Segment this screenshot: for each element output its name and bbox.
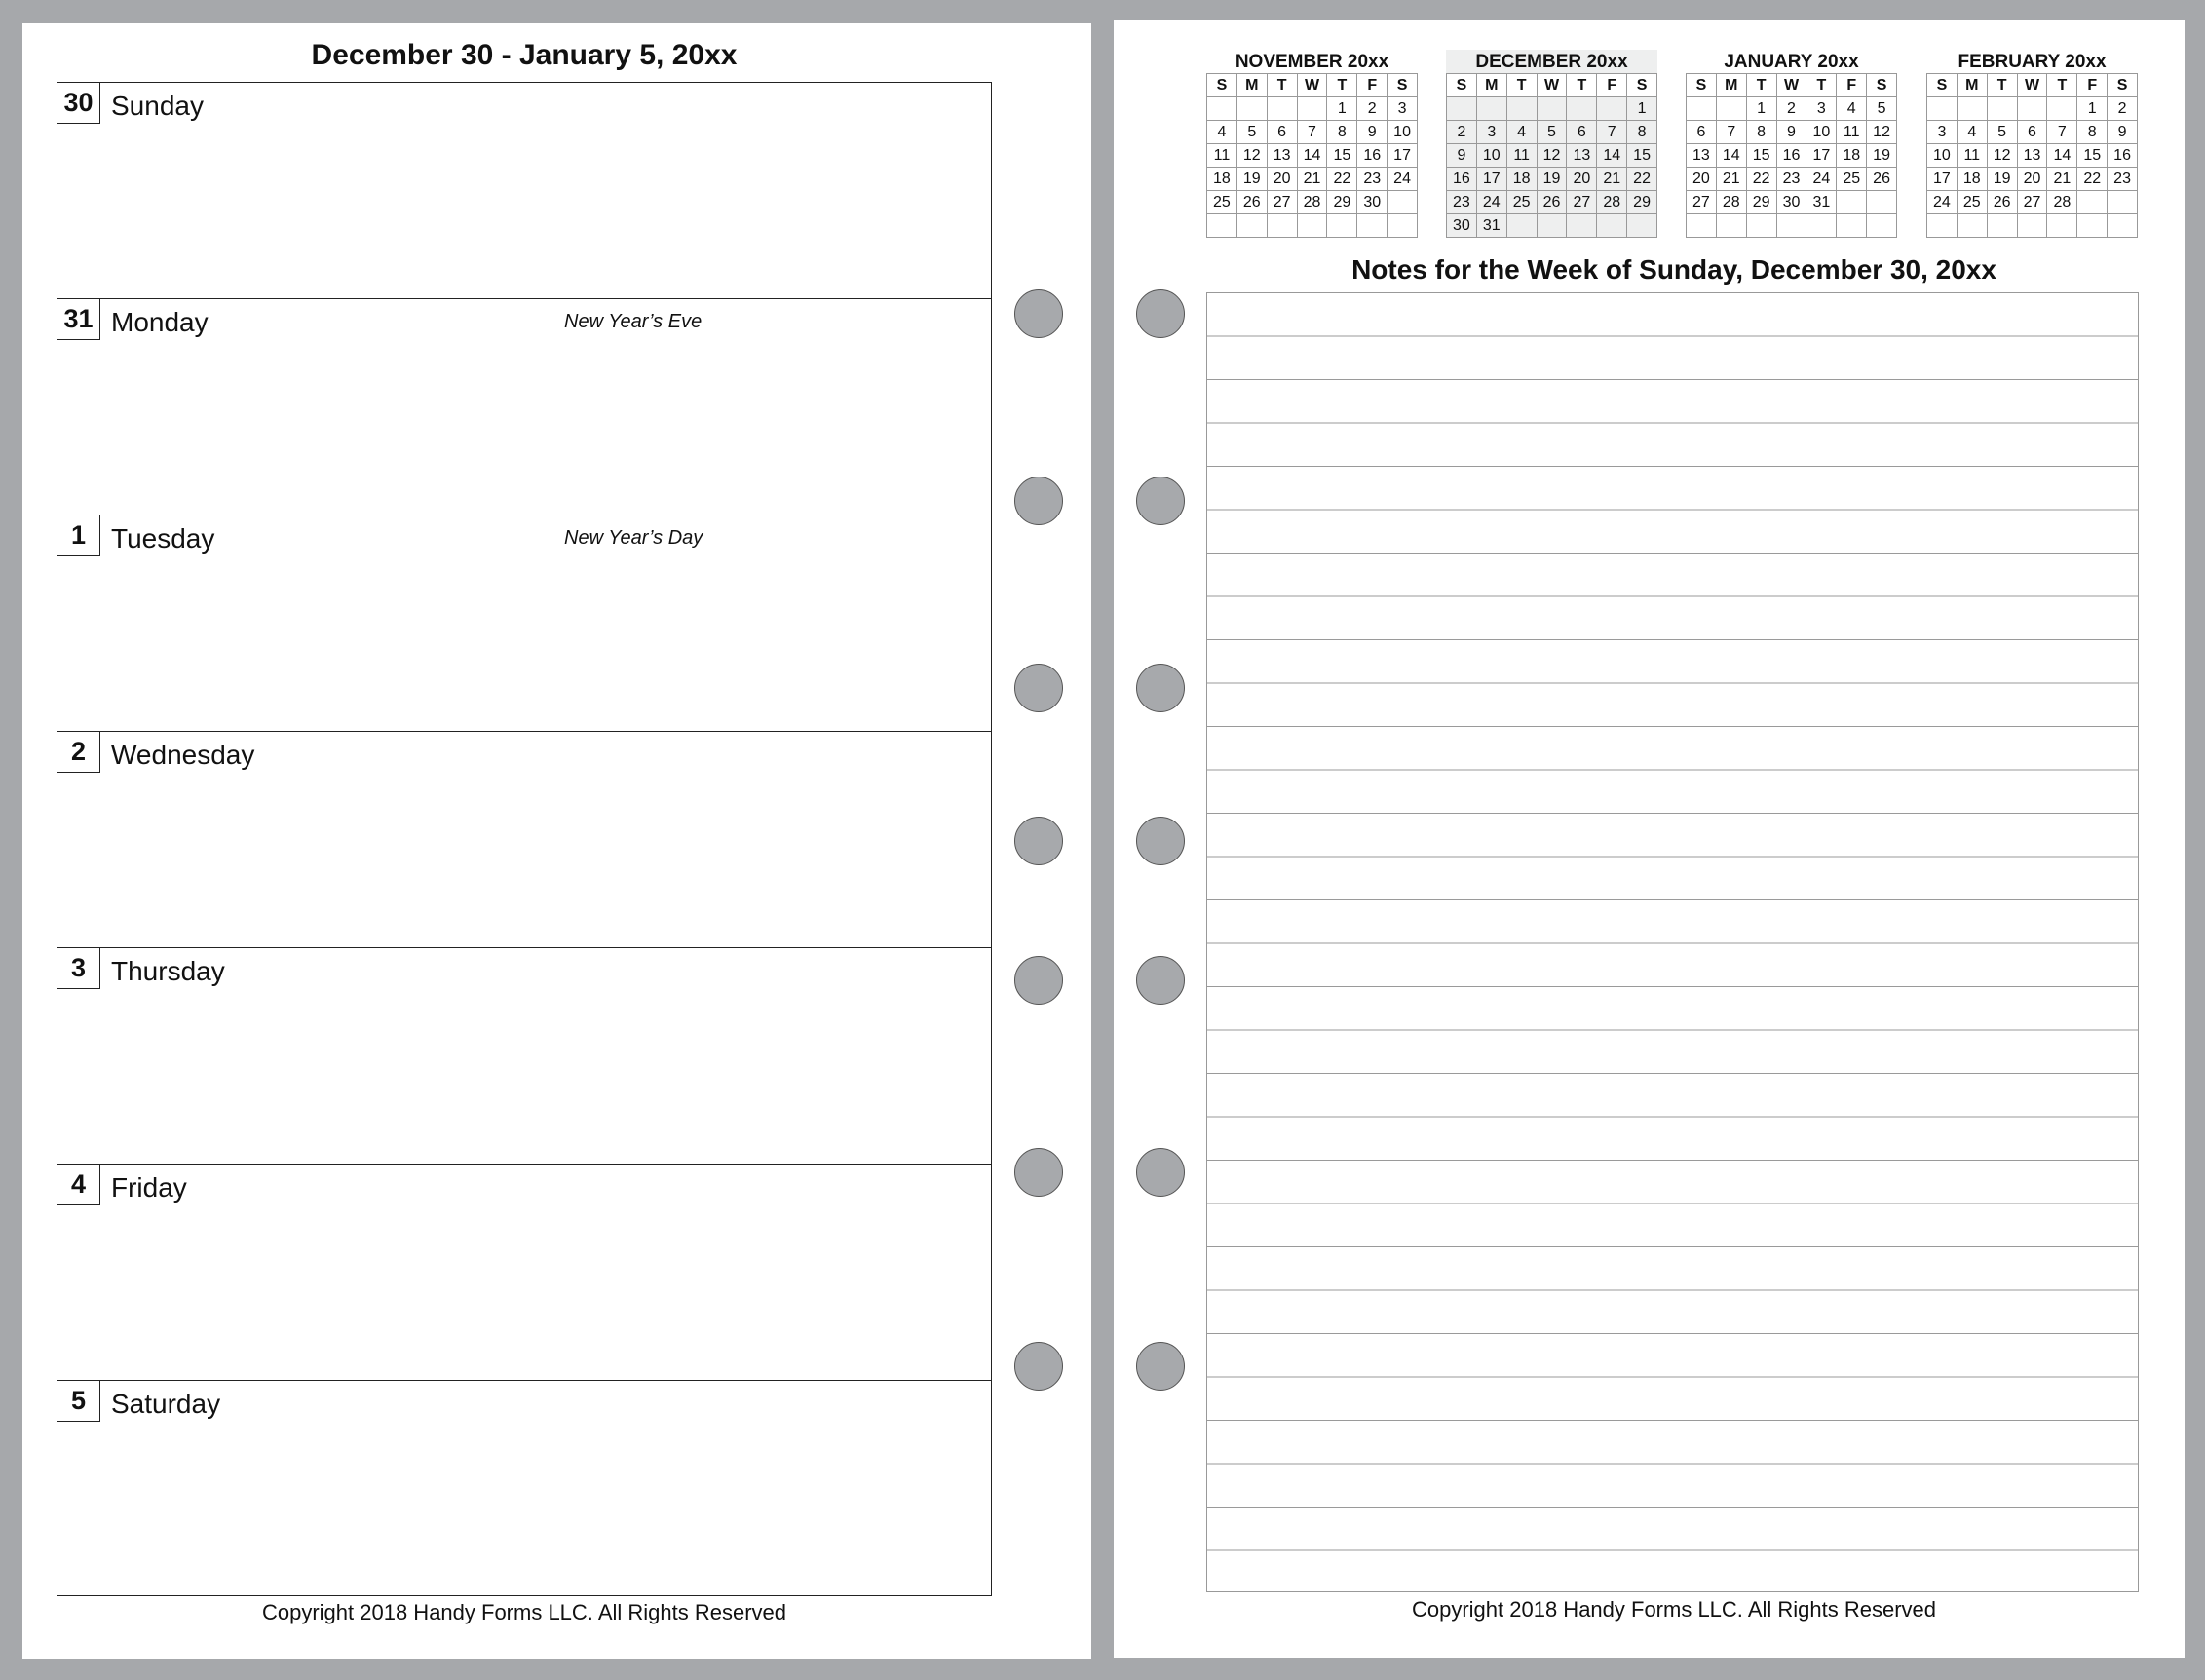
weekday-header: T	[2047, 74, 2077, 97]
calendar-day-cell: 30	[1777, 191, 1807, 214]
weekday-header: T	[1567, 74, 1597, 97]
calendar-day-cell	[1567, 214, 1597, 238]
calendar-day-cell: 20	[1687, 168, 1717, 191]
binder-hole	[1136, 817, 1185, 865]
binder-hole	[1014, 1342, 1063, 1391]
calendar-day-cell: 26	[1988, 191, 2018, 214]
calendar-day-cell: 4	[1207, 121, 1237, 144]
calendar-day-cell: 29	[1747, 191, 1777, 214]
calendar-day-cell: 28	[1717, 191, 1747, 214]
day-number: 4	[57, 1165, 100, 1205]
calendar-day-cell	[1687, 214, 1717, 238]
mini-calendar-grid	[1446, 73, 1657, 238]
calendar-day-cell: 9	[1777, 121, 1807, 144]
calendar-day-cell: 15	[2077, 144, 2108, 168]
calendar-day-cell: 21	[1717, 168, 1747, 191]
calendar-day-cell: 11	[1507, 144, 1538, 168]
calendar-day-cell	[1298, 97, 1328, 121]
calendar-day-cell: 12	[1988, 144, 2018, 168]
calendar-day-cell: 25	[1507, 191, 1538, 214]
calendar-day-cell: 14	[1298, 144, 1328, 168]
calendar-day-cell: 5	[1867, 97, 1897, 121]
day-number: 1	[57, 515, 100, 556]
calendar-day-cell: 30	[1357, 191, 1388, 214]
calendar-day-cell	[1507, 97, 1538, 121]
calendar-day-cell	[1268, 97, 1298, 121]
calendar-day-cell: 18	[1207, 168, 1237, 191]
calendar-day-cell: 22	[2077, 168, 2108, 191]
binder-hole	[1136, 289, 1185, 338]
weekday-header: F	[1837, 74, 1867, 97]
day-box[interactable]	[57, 731, 991, 947]
calendar-day-cell: 12	[1538, 144, 1568, 168]
calendar-day-cell: 6	[1567, 121, 1597, 144]
calendar-day-cell: 8	[2077, 121, 2108, 144]
calendar-day-cell	[1988, 97, 2018, 121]
calendar-day-cell: 9	[2108, 121, 2138, 144]
mini-calendar-title: FEBRUARY 20xx	[1958, 52, 2107, 72]
calendar-day-cell	[2077, 214, 2108, 238]
binder-hole	[1136, 1342, 1185, 1391]
day-name: Saturday	[111, 1389, 221, 1419]
calendar-day-cell	[2047, 214, 2077, 238]
calendar-day-cell: 2	[1447, 121, 1477, 144]
mini-calendar-february	[1926, 50, 2138, 238]
calendar-day-cell: 13	[1268, 144, 1298, 168]
calendar-day-cell: 23	[1777, 168, 1807, 191]
calendar-day-cell: 16	[2108, 144, 2138, 168]
right-page	[1114, 20, 2185, 1658]
calendar-day-cell: 20	[1268, 168, 1298, 191]
calendar-day-cell: 8	[1627, 121, 1657, 144]
copyright-footer: Copyright 2018 Handy Forms LLC. All Rights Reserved	[261, 1600, 787, 1624]
calendar-day-cell: 27	[2018, 191, 2048, 214]
binder-hole	[1014, 817, 1063, 865]
calendar-day-cell: 23	[1447, 191, 1477, 214]
weekday-header: S	[1927, 74, 1958, 97]
calendar-day-cell	[1507, 214, 1538, 238]
calendar-day-cell: 31	[1477, 214, 1507, 238]
calendar-day-cell: 19	[1237, 168, 1268, 191]
calendar-day-cell: 3	[1927, 121, 1958, 144]
notes-title: Notes for the Week of Sunday, December 30, 20xx	[1351, 254, 1996, 285]
calendar-day-cell	[2018, 214, 2048, 238]
weekday-header: M	[1477, 74, 1507, 97]
binder-hole	[1014, 956, 1063, 1005]
weekday-header: M	[1237, 74, 1268, 97]
calendar-day-cell	[1298, 214, 1328, 238]
calendar-day-cell: 17	[1477, 168, 1507, 191]
calendar-day-cell: 19	[1867, 144, 1897, 168]
calendar-day-cell: 10	[1388, 121, 1418, 144]
calendar-day-cell: 26	[1867, 168, 1897, 191]
weekday-header: W	[2018, 74, 2048, 97]
calendar-day-cell: 7	[2047, 121, 2077, 144]
calendar-day-cell	[1597, 214, 1627, 238]
calendar-day-cell	[1207, 214, 1237, 238]
calendar-day-cell	[1567, 97, 1597, 121]
calendar-day-cell	[1538, 214, 1568, 238]
day-name: Sunday	[111, 91, 204, 121]
calendar-day-cell: 2	[2108, 97, 2138, 121]
calendar-day-cell: 13	[1567, 144, 1597, 168]
calendar-day-cell: 15	[1747, 144, 1777, 168]
calendar-day-cell: 19	[1988, 168, 2018, 191]
calendar-day-cell: 9	[1447, 144, 1477, 168]
calendar-day-cell	[1237, 214, 1268, 238]
calendar-day-cell	[1927, 214, 1958, 238]
calendar-day-cell	[1777, 214, 1807, 238]
weekday-header: W	[1538, 74, 1568, 97]
calendar-day-cell: 16	[1447, 168, 1477, 191]
binder-hole	[1014, 289, 1063, 338]
mini-calendar-grid	[1926, 73, 2138, 238]
calendar-day-cell: 2	[1357, 97, 1388, 121]
weekday-header: S	[1687, 74, 1717, 97]
day-number: 5	[57, 1381, 100, 1422]
calendar-day-cell: 18	[1507, 168, 1538, 191]
day-box[interactable]	[57, 947, 991, 1164]
day-number: 30	[57, 83, 100, 124]
calendar-day-cell: 22	[1627, 168, 1657, 191]
binder-hole	[1136, 1148, 1185, 1197]
calendar-day-cell: 14	[2047, 144, 2077, 168]
calendar-day-cell	[1958, 97, 1988, 121]
calendar-day-cell: 4	[1507, 121, 1538, 144]
calendar-day-cell: 9	[1357, 121, 1388, 144]
calendar-day-cell: 16	[1357, 144, 1388, 168]
calendar-day-cell	[1837, 214, 1867, 238]
calendar-day-cell: 20	[1567, 168, 1597, 191]
calendar-day-cell	[1988, 214, 2018, 238]
day-name: Wednesday	[111, 740, 255, 770]
mini-calendar-title: NOVEMBER 20xx	[1235, 52, 1389, 72]
calendar-day-cell: 6	[2018, 121, 2048, 144]
day-name: Thursday	[111, 956, 225, 986]
calendar-day-cell	[1927, 97, 1958, 121]
calendar-day-cell: 6	[1268, 121, 1298, 144]
calendar-day-cell: 1	[1327, 97, 1357, 121]
copyright-footer: Copyright 2018 Handy Forms LLC. All Rights Reserved	[1411, 1597, 1937, 1622]
calendar-day-cell: 15	[1327, 144, 1357, 168]
calendar-day-cell: 11	[1837, 121, 1867, 144]
calendar-day-cell: 14	[1597, 144, 1627, 168]
mini-calendar-december	[1446, 50, 1657, 238]
day-name: Friday	[111, 1172, 187, 1203]
weekday-header: S	[1388, 74, 1418, 97]
weekday-header: T	[1327, 74, 1357, 97]
calendar-day-cell: 25	[1837, 168, 1867, 191]
calendar-day-cell: 25	[1207, 191, 1237, 214]
weekday-header: S	[2108, 74, 2138, 97]
weekday-header: T	[1747, 74, 1777, 97]
calendar-day-cell: 12	[1237, 144, 1268, 168]
calendar-day-cell: 21	[1597, 168, 1627, 191]
calendar-day-cell: 1	[1627, 97, 1657, 121]
calendar-day-cell: 27	[1687, 191, 1717, 214]
calendar-day-cell: 2	[1777, 97, 1807, 121]
week-title: December 30 - January 5, 20xx	[311, 39, 738, 71]
mini-calendar-january	[1686, 50, 1897, 238]
calendar-day-cell	[1867, 214, 1897, 238]
holiday-note: New Year’s Eve	[564, 311, 703, 332]
mini-calendar-title: DECEMBER 20xx	[1446, 50, 1657, 73]
calendar-day-cell	[1717, 214, 1747, 238]
weekday-header: T	[1806, 74, 1837, 97]
calendar-day-cell: 31	[1806, 191, 1837, 214]
calendar-day-cell: 22	[1327, 168, 1357, 191]
day-box[interactable]	[57, 1380, 991, 1596]
calendar-day-cell: 23	[1357, 168, 1388, 191]
day-number: 2	[57, 732, 100, 773]
calendar-day-cell: 29	[1327, 191, 1357, 214]
calendar-day-cell	[2018, 97, 2048, 121]
calendar-day-cell: 26	[1538, 191, 1568, 214]
weekday-header: F	[1597, 74, 1627, 97]
calendar-day-cell	[1717, 97, 1747, 121]
calendar-day-cell: 27	[1268, 191, 1298, 214]
calendar-day-cell: 28	[1298, 191, 1328, 214]
calendar-day-cell: 29	[1627, 191, 1657, 214]
day-name: Tuesday	[111, 523, 215, 554]
calendar-day-cell: 24	[1806, 168, 1837, 191]
calendar-day-cell: 5	[1538, 121, 1568, 144]
day-box[interactable]	[57, 298, 991, 515]
calendar-day-cell: 4	[1958, 121, 1988, 144]
calendar-day-cell: 14	[1717, 144, 1747, 168]
calendar-day-cell	[1747, 214, 1777, 238]
mini-calendar-title: JANUARY 20xx	[1724, 52, 1859, 72]
calendar-day-cell: 3	[1388, 97, 1418, 121]
mini-calendar-grid	[1206, 73, 1418, 238]
holiday-note: New Year’s Day	[564, 527, 703, 549]
calendar-day-cell: 17	[1806, 144, 1837, 168]
weekday-header: M	[1958, 74, 1988, 97]
day-number: 3	[57, 948, 100, 989]
calendar-day-cell: 24	[1477, 191, 1507, 214]
calendar-day-cell: 27	[1567, 191, 1597, 214]
weekday-header: W	[1777, 74, 1807, 97]
left-page	[22, 23, 1091, 1659]
calendar-day-cell	[1958, 214, 1988, 238]
calendar-day-cell: 25	[1958, 191, 1988, 214]
calendar-day-cell: 28	[2047, 191, 2077, 214]
binder-hole	[1014, 664, 1063, 712]
calendar-day-cell: 1	[1747, 97, 1777, 121]
binder-hole	[1014, 1148, 1063, 1197]
binder-hole	[1014, 477, 1063, 525]
calendar-day-cell: 18	[1837, 144, 1867, 168]
calendar-day-cell	[1597, 97, 1627, 121]
calendar-day-cell: 24	[1388, 168, 1418, 191]
calendar-day-cell: 8	[1747, 121, 1777, 144]
binder-hole	[1136, 956, 1185, 1005]
calendar-day-cell	[2108, 214, 2138, 238]
calendar-day-cell: 22	[1747, 168, 1777, 191]
calendar-day-cell: 26	[1237, 191, 1268, 214]
calendar-day-cell: 10	[1927, 144, 1958, 168]
calendar-day-cell	[1806, 214, 1837, 238]
weekday-header: S	[1447, 74, 1477, 97]
calendar-day-cell: 5	[1988, 121, 2018, 144]
calendar-day-cell	[2047, 97, 2077, 121]
weekday-header: S	[1867, 74, 1897, 97]
calendar-day-cell	[1388, 214, 1418, 238]
calendar-day-cell	[1837, 191, 1867, 214]
calendar-day-cell: 21	[1298, 168, 1328, 191]
calendar-day-cell: 3	[1477, 121, 1507, 144]
day-box[interactable]	[57, 83, 991, 298]
calendar-day-cell	[2108, 191, 2138, 214]
calendar-day-cell: 20	[2018, 168, 2048, 191]
calendar-day-cell: 16	[1777, 144, 1807, 168]
calendar-day-cell: 18	[1958, 168, 1988, 191]
calendar-day-cell	[1357, 214, 1388, 238]
calendar-day-cell: 23	[2108, 168, 2138, 191]
calendar-day-cell: 17	[1388, 144, 1418, 168]
calendar-day-cell: 7	[1717, 121, 1747, 144]
calendar-day-cell: 19	[1538, 168, 1568, 191]
weekday-header: S	[1207, 74, 1237, 97]
calendar-day-cell	[1538, 97, 1568, 121]
binder-hole	[1136, 664, 1185, 712]
mini-calendar-grid	[1686, 73, 1897, 238]
calendar-day-cell: 10	[1477, 144, 1507, 168]
calendar-day-cell	[1327, 214, 1357, 238]
calendar-day-cell: 21	[2047, 168, 2077, 191]
calendar-day-cell: 3	[1806, 97, 1837, 121]
notes-lined-area[interactable]	[1206, 292, 2139, 1592]
calendar-day-cell: 15	[1627, 144, 1657, 168]
calendar-day-cell: 5	[1237, 121, 1268, 144]
calendar-day-cell: 13	[2018, 144, 2048, 168]
calendar-day-cell: 11	[1958, 144, 1988, 168]
calendar-day-cell	[1447, 97, 1477, 121]
calendar-day-cell: 12	[1867, 121, 1897, 144]
calendar-day-cell: 11	[1207, 144, 1237, 168]
weekday-header: W	[1298, 74, 1328, 97]
calendar-day-cell: 7	[1597, 121, 1627, 144]
day-name: Monday	[111, 307, 209, 337]
calendar-day-cell: 13	[1687, 144, 1717, 168]
calendar-day-cell	[1687, 97, 1717, 121]
weekday-header: S	[1627, 74, 1657, 97]
calendar-day-cell: 28	[1597, 191, 1627, 214]
day-box[interactable]	[57, 515, 991, 731]
mini-calendar-november	[1206, 50, 1418, 238]
calendar-day-cell: 8	[1327, 121, 1357, 144]
calendar-day-cell: 17	[1927, 168, 1958, 191]
calendar-day-cell: 1	[2077, 97, 2108, 121]
calendar-day-cell: 4	[1837, 97, 1867, 121]
weekday-header: F	[2077, 74, 2108, 97]
weekday-header: T	[1268, 74, 1298, 97]
calendar-day-cell: 30	[1447, 214, 1477, 238]
day-number: 31	[57, 299, 100, 340]
calendar-day-cell	[1627, 214, 1657, 238]
calendar-day-cell	[1477, 97, 1507, 121]
calendar-day-cell: 6	[1687, 121, 1717, 144]
calendar-day-cell	[1867, 191, 1897, 214]
calendar-day-cell: 7	[1298, 121, 1328, 144]
binder-hole	[1136, 477, 1185, 525]
weekday-header: T	[1988, 74, 2018, 97]
calendar-day-cell	[1237, 97, 1268, 121]
weekday-header: T	[1507, 74, 1538, 97]
calendar-day-cell: 10	[1806, 121, 1837, 144]
calendar-day-cell	[1207, 97, 1237, 121]
weekday-header: M	[1717, 74, 1747, 97]
calendar-day-cell	[1388, 191, 1418, 214]
day-list	[57, 82, 992, 1596]
weekday-header: F	[1357, 74, 1388, 97]
day-box[interactable]	[57, 1164, 991, 1380]
calendar-day-cell	[1268, 214, 1298, 238]
calendar-day-cell: 24	[1927, 191, 1958, 214]
calendar-day-cell	[2077, 191, 2108, 214]
